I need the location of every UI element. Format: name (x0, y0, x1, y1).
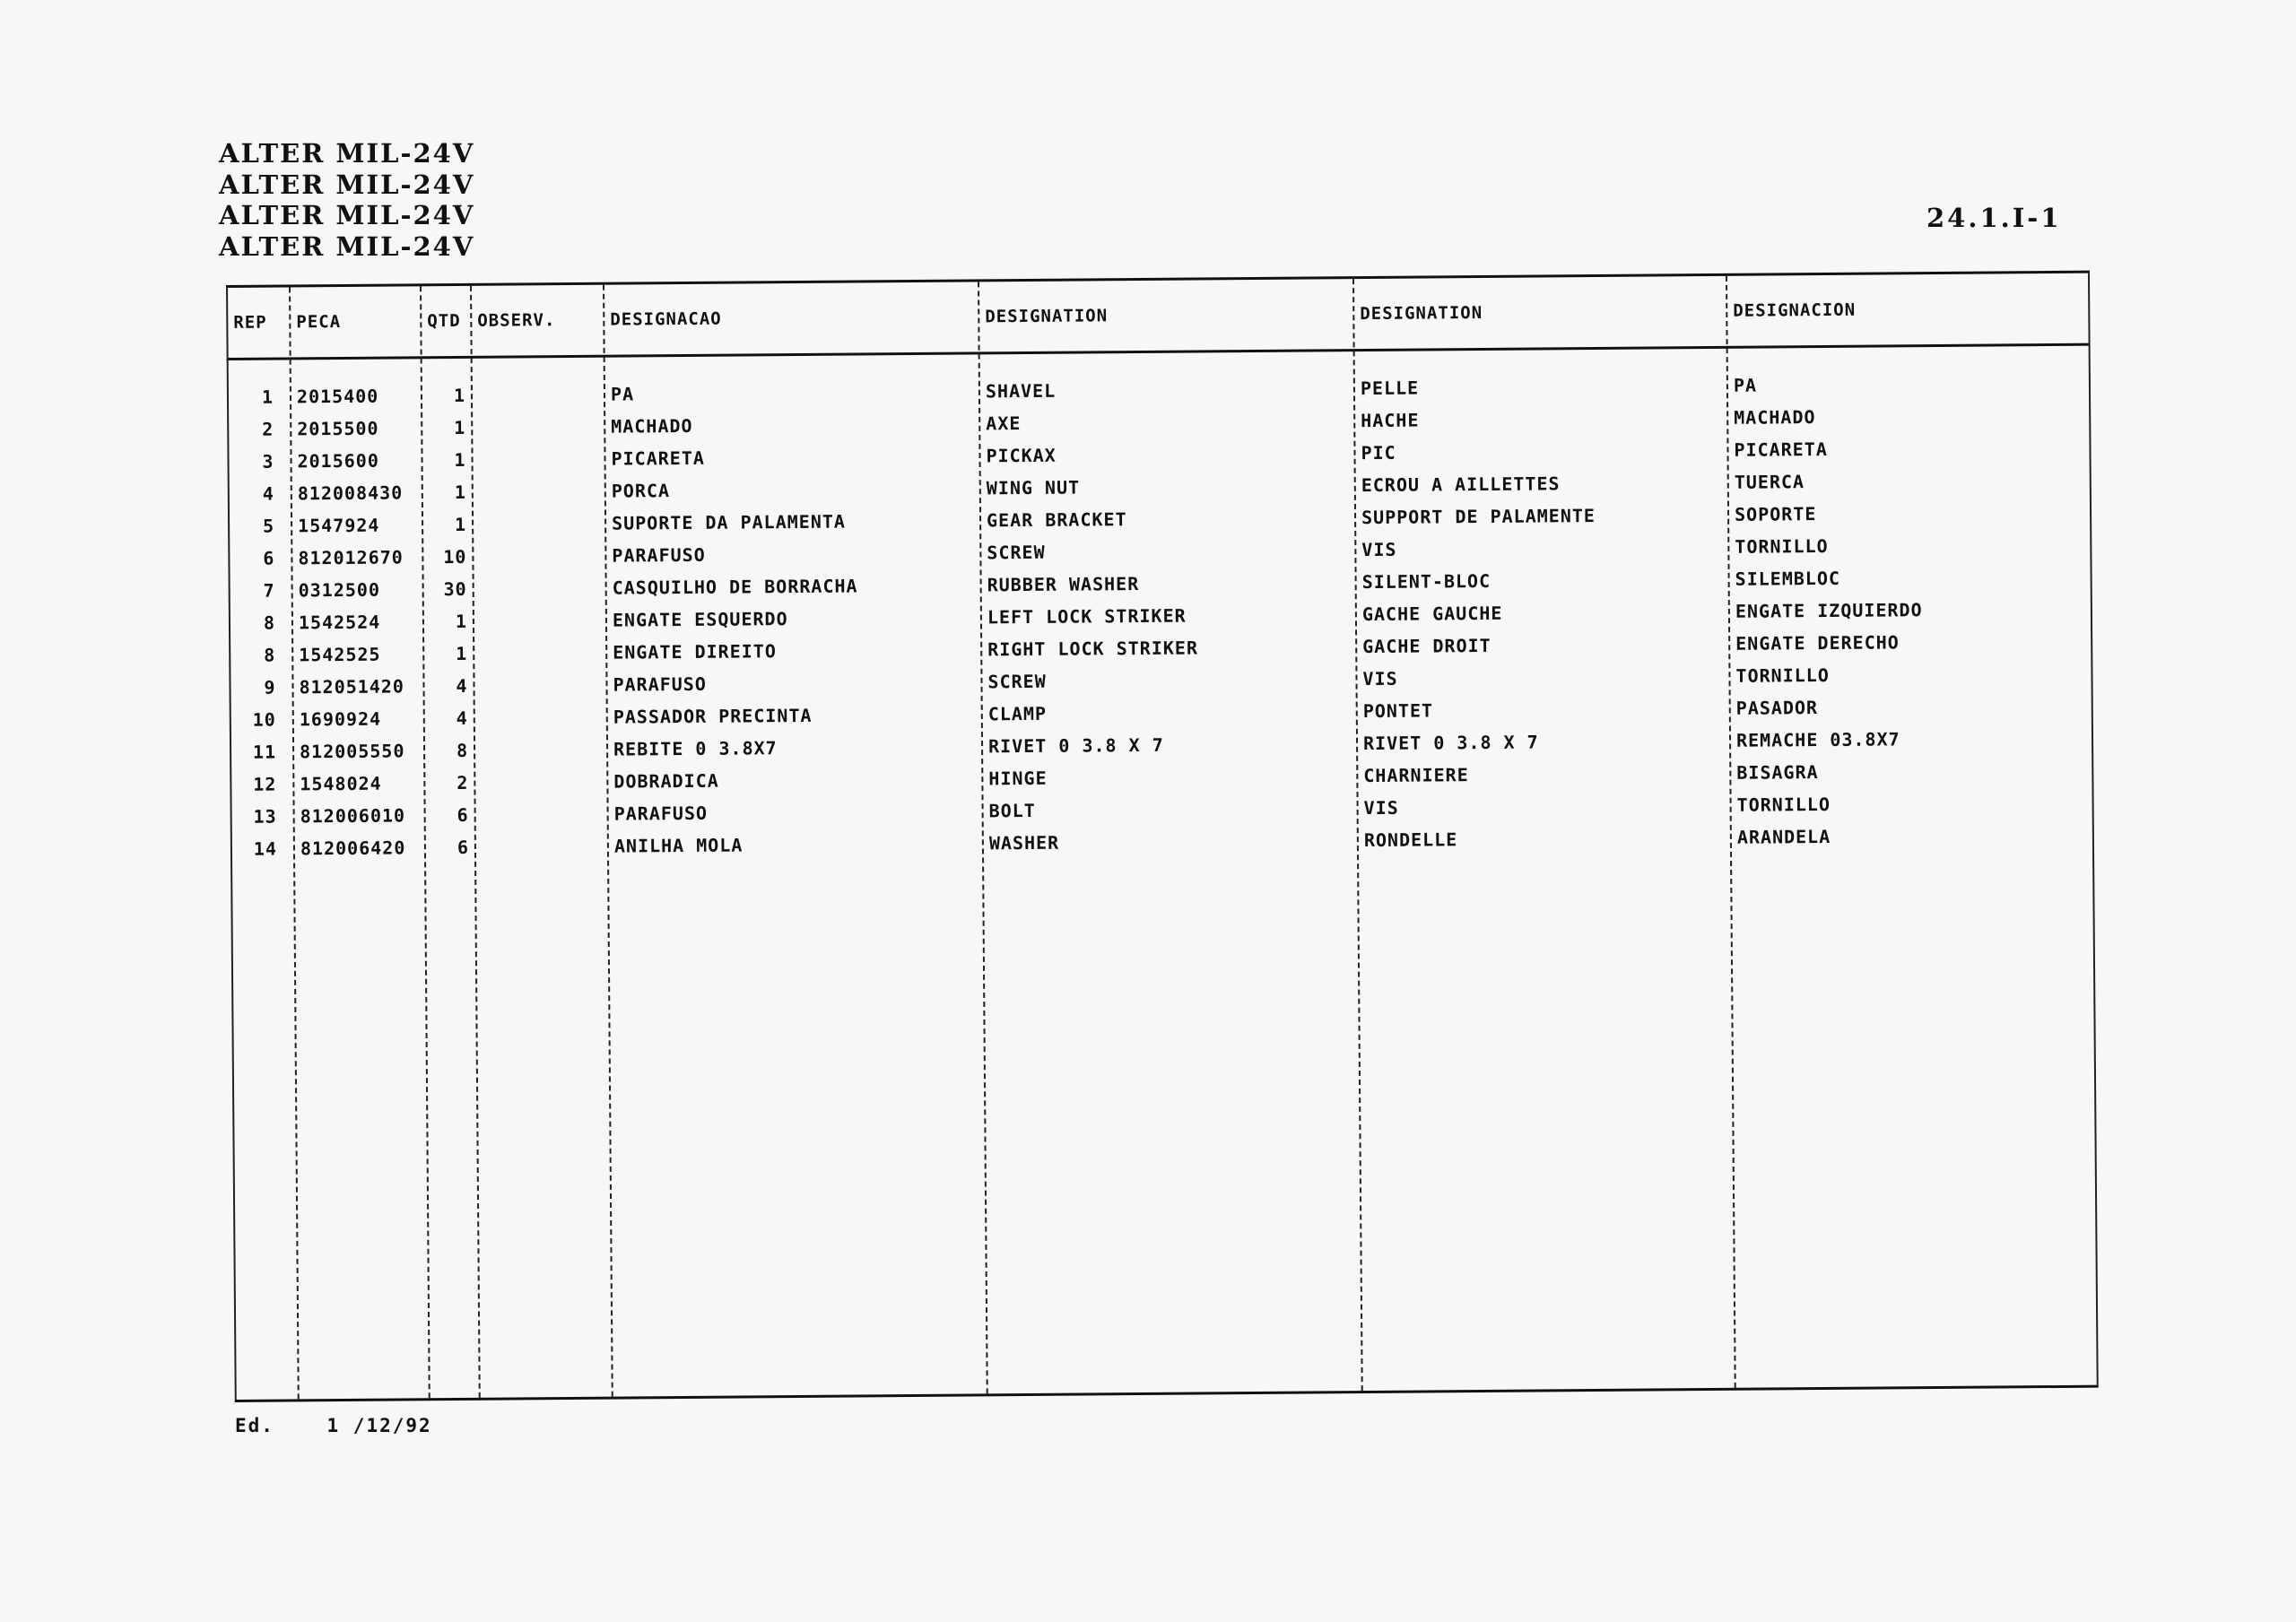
peca-cell: 1542525 (299, 643, 381, 666)
designacao-cell: PASSADOR PRECINTA (613, 704, 813, 728)
qty-cell: 1 (453, 384, 466, 407)
edition-date: 1 /12/92 (326, 1415, 432, 1436)
peca-cell: 2015400 (296, 385, 379, 408)
designacion-cell: TORNILLO (1735, 534, 1829, 558)
qty-cell: 4 (456, 707, 468, 729)
header-qty: QTD (427, 310, 461, 332)
rep-cell: 4 (262, 482, 274, 505)
page-reference: 24.1.I-1 (1926, 203, 2062, 233)
qty-cell: 2 (457, 771, 469, 794)
peca-cell: 2015600 (297, 449, 379, 473)
header-designation-en: DESIGNATION (985, 306, 1109, 327)
designacao-cell: PICARETA (611, 447, 705, 470)
peca-cell: 812005550 (299, 740, 405, 763)
designacion-cell: PA (1733, 374, 1758, 396)
rep-cell: 10 (252, 708, 276, 731)
qty-cell: 6 (457, 836, 470, 858)
header-peca: PECA (296, 311, 342, 333)
rep-cell: 7 (263, 579, 275, 602)
qty-cell: 8 (456, 739, 469, 761)
designacao-cell: PARAFUSO (613, 802, 709, 825)
qty-cell: 1 (454, 481, 466, 504)
rep-cell: 8 (264, 644, 276, 666)
title-line: ALTER MIL-24V (219, 200, 475, 230)
designacion-cell: SOPORTE (1734, 503, 1817, 525)
peca-cell: 812006010 (300, 804, 406, 828)
designation-fr-cell: VIS (1363, 796, 1399, 820)
designation-en-cell: AXE (986, 412, 1022, 435)
rep-cell: 8 (263, 612, 276, 634)
peca-cell: 2015500 (297, 417, 379, 440)
header-rep: REP (233, 312, 267, 333)
designacion-cell: TORNILLO (1735, 664, 1830, 687)
rep-cell: 6 (263, 547, 275, 569)
peca-cell: 1542524 (298, 611, 381, 634)
peca-cell: 1547924 (298, 514, 380, 537)
rep-cell: 13 (253, 805, 277, 828)
designacion-cell: TORNILLO (1736, 793, 1831, 816)
designacion-cell: MACHADO (1734, 406, 1816, 429)
peca-cell: 812006420 (300, 837, 406, 860)
rep-cell: 11 (252, 741, 277, 763)
rep-cell: 2 (262, 418, 274, 440)
designation-en-cell: SCREW (987, 670, 1047, 693)
rep-cell: 3 (262, 450, 274, 473)
designation-fr-cell: RONDELLE (1363, 828, 1458, 852)
designation-fr-cell: CHARNIERE (1363, 764, 1469, 787)
designation-fr-cell: GACHE GAUCHE (1361, 602, 1503, 626)
designacao-cell: ANILHA MOLA (613, 834, 744, 857)
header-designacion: DESIGNACION (1733, 299, 1857, 321)
designacao-cell: DOBRADICA (613, 769, 719, 793)
qty-cell: 10 (443, 545, 467, 568)
peca-cell: 812008430 (297, 481, 404, 505)
qty-cell: 6 (457, 803, 469, 826)
designation-en-cell: LEFT LOCK STRIKER (987, 604, 1187, 629)
edition-footer (235, 1415, 432, 1436)
qty-cell: 1 (454, 448, 466, 472)
qty-cell: 1 (454, 416, 466, 439)
designacion-cell: ENGATE DERECHO (1735, 631, 1900, 655)
designation-fr-cell: PIC (1361, 441, 1396, 464)
designation-fr-cell: VIS (1361, 538, 1397, 561)
designacao-cell: SUPORTE DA PALAMENTA (612, 510, 847, 534)
edition-label: Ed. (235, 1415, 274, 1436)
designation-en-cell: RIGHT LOCK STRIKER (987, 637, 1199, 661)
header-observ: OBSERV. (477, 310, 556, 331)
designacion-cell: TUERCA (1734, 471, 1805, 493)
designation-fr-cell: RIVET 0 3.8 X 7 (1362, 731, 1539, 755)
title-line: ALTER MIL-24V (219, 169, 475, 200)
rep-cell: 14 (253, 837, 278, 860)
rep-cell: 5 (262, 515, 275, 537)
designation-fr-cell: ECROU A AILLETTES (1361, 473, 1561, 497)
designation-en-cell: WASHER (988, 831, 1060, 854)
table-body (227, 372, 2091, 860)
designation-fr-cell: VIS (1362, 667, 1398, 690)
qty-cell: 1 (454, 513, 467, 536)
qty-cell: 4 (456, 674, 468, 697)
title-block (219, 138, 474, 262)
qty-cell: 1 (456, 642, 468, 665)
designation-en-cell: CLAMP (987, 702, 1048, 725)
qty-cell: 1 (455, 610, 468, 633)
header-rule (227, 343, 2091, 360)
peca-cell: 1548024 (300, 772, 382, 795)
designacao-cell: PA (610, 383, 635, 405)
designacion-cell: SILEMBLOC (1735, 567, 1841, 590)
designacao-cell: PARAFUSO (613, 672, 707, 696)
designation-fr-cell: SUPPORT DE PALAMENTE (1361, 505, 1596, 529)
designation-en-cell: RUBBER WASHER (987, 573, 1140, 596)
rep-cell: 1 (261, 386, 274, 408)
designation-en-cell: PICKAX (986, 444, 1057, 467)
header-designation-fr: DESIGNATION (1360, 302, 1483, 325)
designacion-cell: PASADOR (1735, 697, 1819, 719)
title-line: ALTER MIL-24V (219, 230, 475, 262)
designation-en-cell: HINGE (988, 767, 1048, 790)
designacion-cell: PICARETA (1734, 438, 1828, 461)
designacao-cell: CASQUILHO DE BORRACHA (612, 575, 858, 599)
designacao-cell: PARAFUSO (612, 543, 706, 567)
designation-en-cell: WING NUT (986, 476, 1081, 499)
designation-fr-cell: PELLE (1360, 377, 1420, 400)
designation-fr-cell: SILENT-BLOC (1361, 569, 1492, 594)
designacion-cell: ARANDELA (1736, 825, 1831, 848)
designation-en-cell: SCREW (987, 541, 1046, 564)
designacao-cell: ENGATE ESQUERDO (612, 608, 788, 631)
title-line: ALTER MIL-24V (219, 138, 475, 169)
designacao-cell: MACHADO (611, 414, 693, 438)
qty-cell: 30 (443, 577, 467, 601)
designation-en-cell: RIVET 0 3.8 X 7 (987, 733, 1164, 758)
designation-fr-cell: PONTET (1362, 699, 1434, 723)
designacao-cell: PORCA (611, 480, 671, 502)
designation-en-cell: GEAR BRACKET (986, 508, 1127, 532)
designation-fr-cell: HACHE (1361, 409, 1420, 432)
peca-cell: 812012670 (298, 546, 404, 569)
header-designacao: DESIGNACAO (610, 308, 722, 330)
rep-cell: 12 (253, 773, 277, 795)
designacion-cell: BISAGRA (1736, 761, 1819, 784)
designation-en-cell: BOLT (988, 799, 1036, 822)
peca-cell: 812051420 (299, 675, 404, 698)
rep-cell: 9 (264, 676, 276, 698)
designation-fr-cell: GACHE DROIT (1362, 634, 1492, 658)
parts-table (226, 271, 2099, 1402)
peca-cell: 1690924 (299, 707, 382, 731)
designacion-cell: ENGATE IZQUIERDO (1735, 599, 1923, 622)
designacion-cell: REMACHE 03.8X7 (1735, 728, 1900, 751)
designacao-cell: REBITE 0 3.8X7 (613, 737, 778, 760)
designacao-cell: ENGATE DIREITO (613, 640, 777, 664)
peca-cell: 0312500 (298, 578, 381, 602)
designation-en-cell: SHAVEL (985, 379, 1057, 403)
